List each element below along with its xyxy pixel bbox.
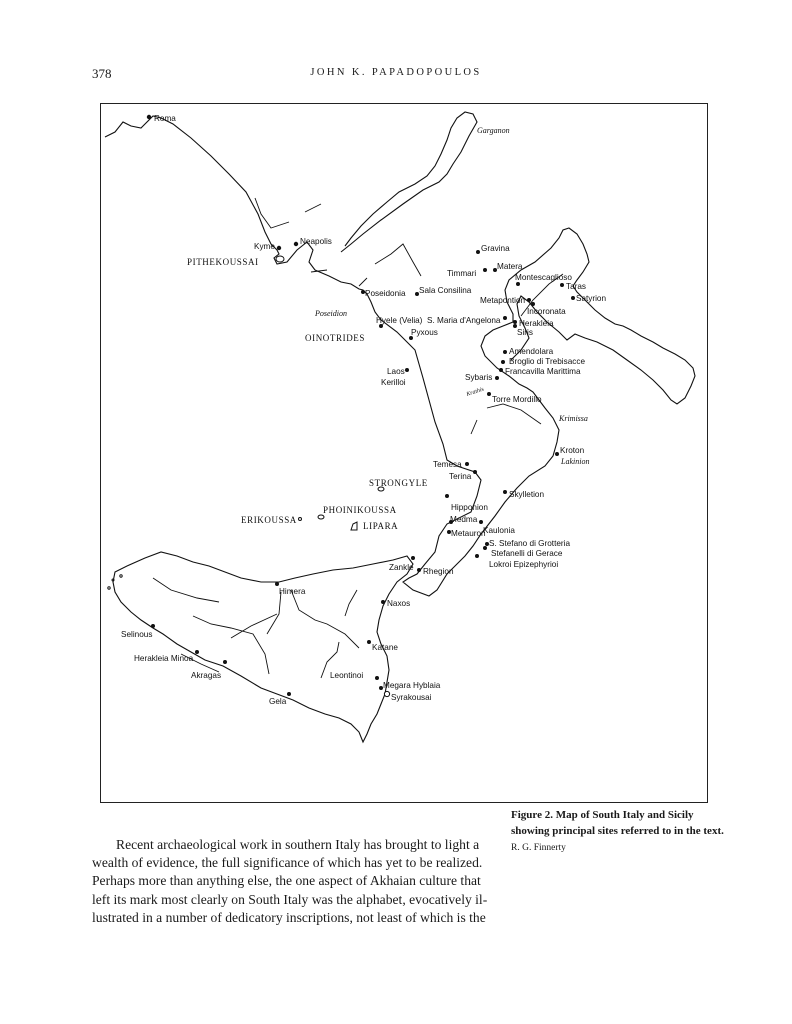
label-himera: Himera [279,587,306,596]
label-lakinion: Lakinion [561,457,590,466]
sicily-coastline [113,552,413,742]
body-line: Perhaps more than anything else, the one aspect of Akhaian culture that [92,873,481,889]
label-oinotrides: OINOTRIDES [305,333,365,343]
body-line: wealth of evidence, the full significance of which has yet to be realized. [92,855,483,871]
label-broglio: Broglio di Trebisacce [509,357,585,366]
label-herakleia-minoa: Herakleia Minoa [134,654,194,663]
islands [108,256,384,589]
body-line: Recent archaeological work in southern Italy has brought to light a [116,837,480,852]
running-head: JOHN K. PAPADOPOULOS [310,67,482,78]
label-sala-consilina: Sala Consilina [419,286,472,295]
label-pithekoussai: PITHEKOUSSAI [187,257,259,267]
figure-caption [511,807,726,856]
page-number: 378 [92,66,112,81]
label-torre-mordillo: Torre Mordillo [492,395,542,404]
site-markers [147,115,575,697]
label-hyele: Hyele (Velia) [376,316,423,325]
feature-labels [314,126,589,466]
label-leontinoi: Leontinoi [330,671,364,680]
label-timmari: Timmari [447,269,477,278]
label-medma: Medma [450,515,478,524]
label-francavilla: Francavilla Marittima [505,367,581,376]
label-temesa: Temesa [433,460,462,469]
site-labels [121,114,606,706]
label-kroton: Kroton [560,446,585,455]
label-krathis: Krathis [465,386,485,398]
label-metapontion: Metapontion [480,296,526,305]
label-strongyle: STRONGYLE [369,478,428,488]
label-s-maria: S. Maria d'Angelona [427,316,501,325]
label-selinous: Selinous [121,630,153,639]
label-rhegion: Rhegion [423,567,454,576]
region-labels [187,257,428,531]
label-siris: Siris [517,328,533,337]
label-montescaglioso: Montescaglioso [515,273,572,282]
label-naxos: Naxos [387,599,411,608]
label-neapolis: Neapolis [300,237,332,246]
label-skylletion: Skylletion [509,490,545,499]
label-laos: Laos [387,367,405,376]
label-metauron: Metauron [451,529,486,538]
label-gela: Gela [269,697,287,706]
label-phoinikoussa: PHOINIKOUSSA [323,505,397,515]
label-terina: Terina [449,472,472,481]
label-katane: Katane [372,643,398,652]
label-herakleia: Herakleia [519,319,554,328]
label-lipara: LIPARA [363,521,399,531]
label-s-stefano: S. Stefano di Grotteria [489,539,571,548]
caption-main: Figure 2. Map of South Italy and Sicily showing principal sites referred to in the text. [511,809,724,837]
body-paragraph [92,836,490,927]
map-figure [100,103,708,803]
label-zankle: Zankle [389,563,414,572]
label-kyme: Kyme [254,242,275,251]
label-kaulonia: Kaulonia [483,526,515,535]
body-line: left its mark most clearly on South Italy was the alphabet, evocatively il- [92,891,488,907]
label-roma: Roma [154,114,176,123]
label-poseidion: Poseidion [315,309,347,318]
label-kerilloi: Kerilloi [381,378,406,387]
label-pyxous: Pyxous [411,328,438,337]
label-satyrion: Satyrion [576,294,607,303]
body-line: lustrated in a number of dedicatory inscriptions, not least of which is the [92,909,486,925]
label-amendolara: Amendolara [509,347,554,356]
label-gravina: Gravina [481,244,510,253]
label-taras: Taras [566,282,587,291]
label-erikoussa: ERIKOUSSA [241,515,297,525]
label-incoronata: Incoronata [527,307,566,316]
label-megara: Megara Hyblaia [383,681,441,690]
label-matera: Matera [497,262,523,271]
italy-coastline [105,112,695,596]
caption-credit: R. G. Finnerty [511,843,566,853]
label-hipponion: Hipponion [451,503,488,512]
label-lokroi: Lokroi Epizephyrioi [489,560,559,569]
label-poseidonia: Poseidonia [365,289,406,298]
label-krimissa: Krimissa [559,414,588,423]
label-syrakousai: Syrakousai [391,693,432,702]
label-garganon: Garganon [477,126,510,135]
label-akragas: Akragas [191,671,222,680]
label-sybaris: Sybaris [465,373,493,382]
label-stefanelli: Stefanelli di Gerace [491,549,563,558]
